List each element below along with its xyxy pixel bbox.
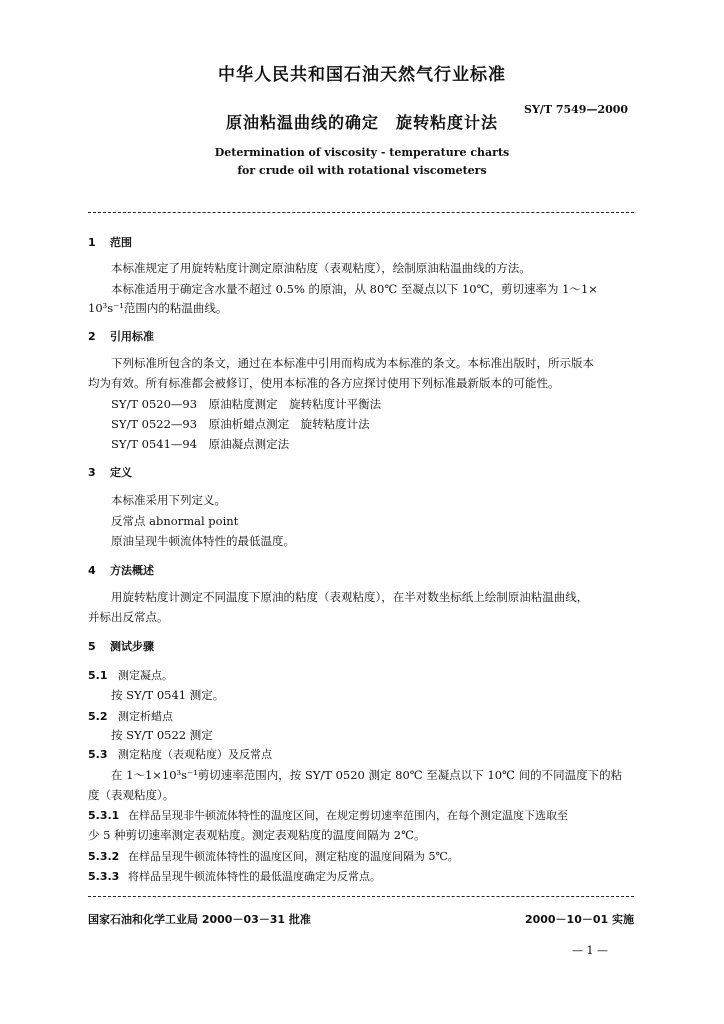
section-1-paragraph-1: 本标准规定了用旋转粘度计测定原油粘度（表观粘度），绘制原油粘温曲线的方法。 xyxy=(111,261,531,275)
section-number: 3 xyxy=(88,466,96,479)
term-name: 反常点 abnormal point xyxy=(111,514,239,528)
subsection-5-3-heading xyxy=(88,746,272,762)
section-2-paragraph-2: 均为有效。所有标准都会被修订，使用本标准的各方应探讨使用下列标准最新版本的可能性。 xyxy=(88,376,560,390)
implementation-date: 2000－10－01 实施 xyxy=(524,913,634,926)
reference-item: SY/T 0520—93 原油粘度测定 旋转粘度计平衡法 xyxy=(111,397,382,411)
header-divider xyxy=(88,212,634,213)
section-2-heading xyxy=(88,328,154,344)
subsection-5-1-body: 按 SY/T 0541 测定。 xyxy=(111,688,225,702)
subsection-5-3-paragraph-2: 度（表观粘度）。 xyxy=(88,788,175,802)
clause-number: 5.3.1 xyxy=(88,809,120,822)
clause-text: 在样品呈现非牛顿流体特性的温度区间，在规定剪切速率范围内，在每个测定温度下选取至 xyxy=(128,809,568,822)
section-1-heading xyxy=(88,234,132,250)
approval-note: 国家石油和化学工业局 2000－03－31 批准 xyxy=(88,913,311,926)
subsection-5-2-heading xyxy=(88,708,173,724)
section-1-paragraph-3: 10³s⁻¹范围内的粘温曲线。 xyxy=(88,301,228,315)
clause-5-3-3 xyxy=(88,868,381,884)
section-3-paragraph-1: 本标准采用下列定义。 xyxy=(111,493,226,507)
section-title: 方法概述 xyxy=(110,564,154,577)
section-title: 测试步骤 xyxy=(110,640,154,653)
subsection-title: 测定析蜡点 xyxy=(118,710,173,723)
section-1-paragraph-2: 本标准适用于确定含水量不超过 0.5% 的原油，从 80℃ 至凝点以下 10℃，剪切速率为 1～1× xyxy=(111,282,598,296)
subsection-number: 5.1 xyxy=(88,669,108,682)
document-title: 原油粘温曲线的确定 旋转粘度计法 xyxy=(225,113,498,132)
publisher-heading: 中华人民共和国石油天然气行业标准 xyxy=(218,65,506,85)
section-number: 5 xyxy=(88,640,96,653)
section-5-heading xyxy=(88,638,154,654)
section-number: 1 xyxy=(88,236,96,249)
section-title: 范围 xyxy=(110,236,132,249)
clause-5-3-2 xyxy=(88,848,459,864)
clause-number: 5.3.3 xyxy=(88,870,120,883)
term-definition: 原油呈现牛顿流体特性的最低温度。 xyxy=(111,534,295,548)
section-number: 4 xyxy=(88,564,96,577)
subsection-title: 测定凝点。 xyxy=(118,669,173,682)
clause-number: 5.3.2 xyxy=(88,850,120,863)
section-3-heading xyxy=(88,464,132,480)
subsection-number: 5.3 xyxy=(88,748,108,761)
clause-5-3-1 xyxy=(88,807,568,823)
english-title-line-2: for crude oil with rotational viscometers xyxy=(237,164,487,177)
subsection-5-3-paragraph-1: 在 1～1×10³s⁻¹剪切速率范围内，按 SY/T 0520 测定 80℃ 至凝点以下 10℃ 间的不同温度下的粘 xyxy=(111,768,623,782)
section-4-heading xyxy=(88,562,154,578)
english-title-line-1: Determination of viscosity - temperature charts xyxy=(214,146,510,159)
subsection-5-2-body: 按 SY/T 0522 测定 xyxy=(111,728,213,742)
reference-item: SY/T 0541—94 原油凝点测定法 xyxy=(111,437,290,451)
page-number: — 1 — xyxy=(572,944,608,957)
section-4-paragraph-2: 并标出反常点。 xyxy=(88,610,169,624)
clause-text: 将样品呈现牛顿流体特性的最低温度确定为反常点。 xyxy=(128,870,381,883)
subsection-5-1-heading xyxy=(88,667,173,683)
footer-divider xyxy=(88,896,634,897)
subsection-number: 5.2 xyxy=(88,710,108,723)
clause-5-3-1-continuation: 少 5 种剪切速率测定表观粘度。测定表观粘度的温度间隔为 2℃。 xyxy=(88,828,426,842)
clause-text: 在样品呈现牛顿流体特性的温度区间，测定粘度的温度间隔为 5℃。 xyxy=(128,850,459,863)
section-2-paragraph-1: 下列标准所包含的条文，通过在本标准中引用而构成为本标准的条文。本标准出版时，所示版本 xyxy=(111,356,594,370)
section-number: 2 xyxy=(88,330,96,343)
reference-item: SY/T 0522—93 原油析蜡点测定 旋转粘度计法 xyxy=(111,417,370,431)
section-title: 引用标准 xyxy=(110,330,154,343)
section-title: 定义 xyxy=(110,466,132,479)
standard-code: SY/T 7549—2000 xyxy=(524,103,629,116)
subsection-title: 测定粘度（表观粘度）及反常点 xyxy=(118,748,272,761)
section-4-paragraph-1: 用旋转粘度计测定不同温度下原油的粘度（表观粘度），在半对数坐标纸上绘制原油粘温曲线， xyxy=(111,590,589,604)
